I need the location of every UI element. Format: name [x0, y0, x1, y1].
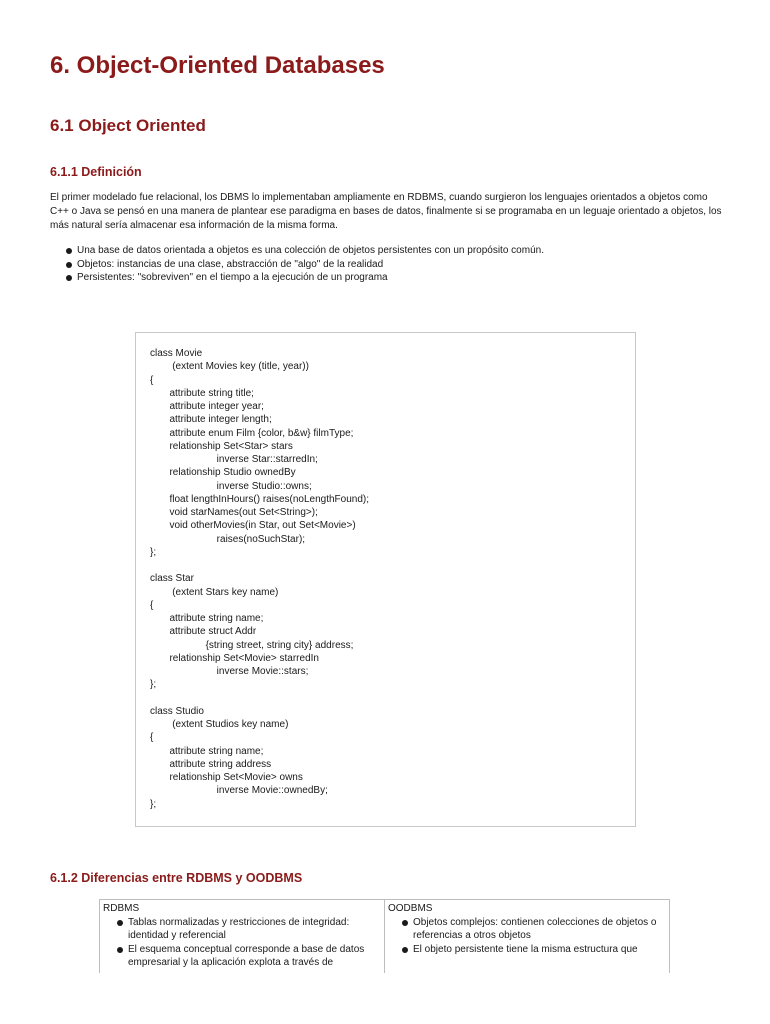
definition-bullet-list — [64, 244, 724, 285]
rdbms-header: RDBMS — [103, 903, 140, 914]
oodbms-header: OODBMS — [388, 903, 433, 914]
rdbms-list — [103, 916, 381, 970]
odl-code-block: class Movie (extent Movies key (title, year)) { attribute string title; attribute integer year; attribute integer length; attribute enum Film {color, b&w} filmType; relationship Set<Star> stars inverse Star::starredIn; relationship Studio ownedBy inverse Studio::owns; float lengthInHours() raises(noLengthFound); void starNames(out Set<String>); void otherMovies(in Star, out Set<Movie>) raises(noSuchStar); }; class Star (extent Stars key name) { attribute string name; attribute struct Addr {string street, string city} address; relationship Set<Movie> starredIn inverse Movie::stars; }; class Studio (extent Studios key name) { attribute string name; attribute string address relationship Set<Movie> owns inverse Movie::ownedBy; }; — [150, 348, 370, 810]
list-item: Tablas normalizadas y restricciones de integridad: identidad y referencial — [117, 916, 381, 943]
bullet-item: Objetos: instancias de una clase, abstracción de "algo" de la realidad — [64, 258, 724, 272]
subsection-heading-diferencias: 6.1.2 Diferencias entre RDBMS y OODBMS — [50, 871, 303, 885]
oodbms-column — [385, 900, 670, 974]
page-title: 6. Object-Oriented Databases — [50, 52, 385, 79]
table-row — [100, 900, 670, 974]
rdbms-column — [100, 900, 385, 974]
intro-paragraph: El primer modelado fue relacional, los DBMS lo implementaban ampliamente en RDBMS, cuando surgieron los lenguajes orientados a objetos como C++ o Java se pensó en una manera de plantear ese paradigma en bases de datos, finalmente si se programaba en un leguaje orientado a objetos, los más natural sería almacenar esa información de la misma forma. — [50, 192, 722, 231]
section-heading: 6.1 Object Oriented — [50, 116, 206, 135]
bullet-item: Persistentes: "sobreviven" en el tiempo a la ejecución de un programa — [64, 271, 724, 285]
list-item: El esquema conceptual corresponde a base de datos empresarial y la aplicación explota a través de — [117, 943, 381, 970]
comparison-table — [99, 899, 670, 973]
subsection-heading-definicion: 6.1.1 Definición — [50, 165, 142, 179]
code-example-box — [135, 332, 636, 827]
oodbms-list — [388, 916, 666, 957]
list-item: El objeto persistente tiene la misma estructura que — [402, 943, 666, 957]
list-item: Objetos complejos: contienen colecciones de objetos o referencias a otros objetos — [402, 916, 666, 943]
bullet-item: Una base de datos orientada a objetos es una colección de objetos persistentes con un propósito común. — [64, 244, 724, 258]
